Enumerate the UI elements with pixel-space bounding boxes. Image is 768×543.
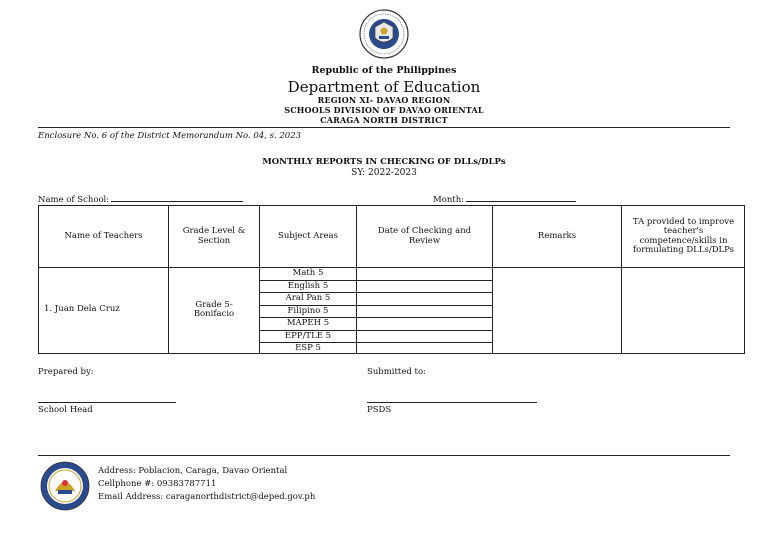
teacher-cell: 1. Juan Dela Cruz xyxy=(39,267,169,353)
month-blank[interactable] xyxy=(466,194,576,202)
subject-cell: Aral Pan 5 xyxy=(285,293,331,304)
header-divider xyxy=(38,127,730,128)
footer-divider xyxy=(38,455,730,456)
school-name-label: Name of School: xyxy=(38,195,110,205)
footer-address: Address: Poblacion, Caraga, Davao Oriental xyxy=(98,466,288,476)
footer-email[interactable]: Email Address: caraganorthdistrict@deped.gov.ph xyxy=(98,492,316,502)
subject-row-line xyxy=(260,342,493,343)
header-grade: Grade Level & Section xyxy=(169,206,260,267)
month-field[interactable] xyxy=(433,194,576,205)
enclosure-text: Enclosure No. 6 of the District Memorandum No. 04, s. 2023 xyxy=(38,131,302,141)
subject-row-line xyxy=(260,280,493,281)
header-ta: TA provided to improve teacher's competence/skills in formulating DLLs/DLPs xyxy=(632,216,735,255)
subject-cell: Math 5 xyxy=(292,268,324,279)
school-name-field[interactable] xyxy=(38,194,243,205)
subject-cell: Filipino 5 xyxy=(287,305,329,316)
month-label: Month: xyxy=(433,195,465,205)
submitted-role: PSDS xyxy=(367,405,392,415)
header-subjects: Subject Areas xyxy=(260,206,357,267)
district-seal-icon xyxy=(40,461,90,511)
subject-cell: EPP/TLE 5 xyxy=(284,330,332,341)
subject-cell: ESP 5 xyxy=(295,343,321,354)
subject-cell: MAPEH 5 xyxy=(286,318,330,329)
report-title: MONTHLY REPORTS IN CHECKING OF DLLs/DLPs xyxy=(262,157,506,167)
district-text: CARAGA NORTH DISTRICT xyxy=(320,115,448,125)
subject-row-line xyxy=(260,330,493,331)
remarks-col-line xyxy=(621,267,622,353)
report-table xyxy=(38,205,745,354)
header-date: Date of Checking and Review xyxy=(357,206,493,267)
prepared-signature-line[interactable] xyxy=(38,402,176,403)
school-year: SY: 2022-2023 xyxy=(351,168,417,178)
header-remarks: Remarks xyxy=(493,206,622,267)
region-text: REGION XI- DAVAO REGION xyxy=(317,95,451,105)
submitted-to-label: Submitted to: xyxy=(367,367,426,377)
subject-row-line xyxy=(260,317,493,318)
grade-cell: Grade 5- Bonifacio xyxy=(169,267,260,353)
school-name-blank[interactable] xyxy=(111,194,243,202)
republic-text: Republic of the Philippines xyxy=(311,65,457,76)
prepared-by-label: Prepared by: xyxy=(38,367,94,377)
subject-row-line xyxy=(260,292,493,293)
header-teachers: Name of Teachers xyxy=(39,206,169,267)
deped-seal-icon xyxy=(359,9,409,59)
subject-row-line xyxy=(260,305,493,306)
submitted-signature-line[interactable] xyxy=(367,402,537,403)
footer-phone: Cellphone #: 09383787711 xyxy=(98,479,217,489)
department-title: Department of Education xyxy=(287,78,481,96)
division-text: SCHOOLS DIVISION OF DAVAO ORIENTAL xyxy=(284,105,484,115)
prepared-role: School Head xyxy=(38,405,93,415)
subject-cell: English 5 xyxy=(287,280,329,291)
